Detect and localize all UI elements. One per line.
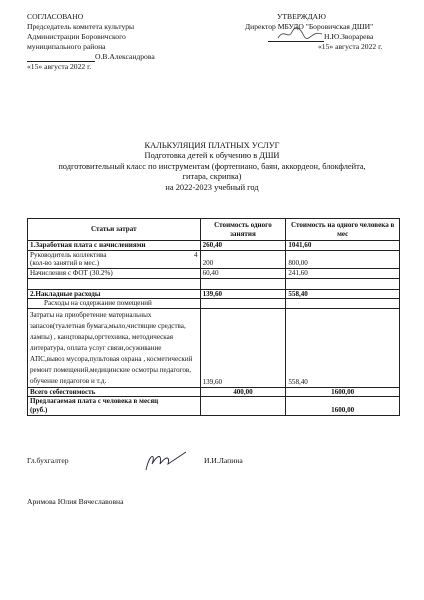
header-cost-per-month: Стоимость на одного человека в мес: [286, 219, 400, 241]
table-row: [28, 308, 400, 387]
row-month-cost: 1600,00: [286, 397, 400, 415]
title-line-4: гитара, скрипка): [182, 172, 242, 182]
cost-table: [27, 218, 400, 416]
footer-executor: Аримова Юлия Вячеславовна: [27, 497, 124, 506]
table-header-row: [28, 219, 400, 241]
approval-left-line2: Администрации Боровичского: [27, 32, 126, 41]
row-lesson-cost: [200, 299, 286, 309]
row-label: Начисления с ФОТ (30.2%): [28, 268, 201, 278]
row-lesson-cost: 60,40: [200, 268, 286, 278]
row-month-cost: 1600,00: [286, 387, 400, 397]
title-line-3: подготовительный класс по инструментам (фортепиано, баян, аккордеон, блокфлейта,: [58, 161, 366, 171]
row-month-cost: 800,00: [286, 250, 400, 268]
table-row: [28, 241, 400, 251]
title-line-1: КАЛЬКУЛЯЦИЯ ПЛАТНЫХ УСЛУГ: [144, 141, 280, 150]
row-month-cost: 558,40: [286, 308, 400, 387]
document-title: [0, 141, 424, 193]
row-label: Всего себестоимость: [28, 387, 201, 397]
row-lesson-count: 4: [194, 250, 198, 259]
row-label: Затраты на приобретение материальных запасов(туалетная бумага,мыло,чистящие средства, лампы) , канцтовары,оргтехника, методическая литература, оплата услуг связи,осуживание АПС,вывоз мусора,пультовая охрана , косметический ремонт помещений,медицинские осмотры педагогов, обучение педагогов и т.д.: [28, 308, 201, 387]
title-line-5: на 2022-2023 учебный год: [165, 182, 259, 192]
header-cost-per-lesson: Стоимость одного занятия: [200, 219, 286, 241]
row-label-sub: (кол-во занятий в мес.): [30, 259, 100, 268]
row-month-cost: 1041,60: [286, 241, 400, 251]
title-line-2: Подготовка детей к обучению в ДШИ: [144, 151, 280, 161]
table-row: [28, 387, 400, 397]
table-spacer-row: [28, 278, 400, 289]
signature-right-image: [276, 26, 324, 42]
approval-right-date: «15» августа 2022 г.: [318, 42, 383, 51]
row-label-cell: [28, 397, 201, 415]
table-row: [28, 289, 400, 299]
table-row: [28, 299, 400, 309]
footer-name: И.И.Лапина: [204, 456, 243, 465]
row-lesson-cost: 200: [200, 250, 286, 268]
approval-right-line1: Директор МБУДО "Боровичская ДШИ": [245, 22, 374, 31]
row-label: 1.Заработная плата с начислениями: [28, 241, 201, 251]
row-month-cost: [286, 299, 400, 309]
signature-accountant-image: [140, 448, 192, 474]
approval-left-date: «15» августа 2022 г.: [27, 62, 92, 71]
row-lesson-cost: 260,40: [200, 241, 286, 251]
approval-left-line1: Председатель комитета культуры: [27, 22, 135, 31]
approval-right-signer: Н.Ю.Зворарева: [324, 32, 374, 41]
approval-left-signer: О.В.Александрова: [95, 52, 155, 61]
row-label: Руководитель коллектива: [30, 250, 107, 259]
row-label-sub: (руб.): [30, 405, 48, 414]
row-month-cost: 558,40: [286, 289, 400, 299]
row-label: 2.Накладные расходы: [28, 289, 201, 299]
table-row: [28, 250, 400, 268]
table-row: [28, 397, 400, 415]
row-month-cost: 241,60: [286, 268, 400, 278]
row-label: Расходы на содержание помещений: [28, 299, 201, 309]
header-cost-items: Статьи затрат: [28, 219, 201, 241]
approval-right-head: УТВЕРЖДАЮ: [277, 12, 326, 21]
row-lesson-cost: [200, 397, 286, 415]
row-label: Предлагаемая плата с человека в месяц: [30, 397, 159, 406]
row-lesson-cost: 400,00: [200, 387, 286, 397]
row-label-cell: [28, 250, 201, 268]
footer-role: Гл.бухгалтер: [27, 456, 69, 465]
row-lesson-cost: 139,60: [200, 308, 286, 387]
table-row: [28, 268, 400, 278]
approval-left-head: СОГЛАСОВАНО: [27, 12, 84, 21]
row-lesson-cost: 139,60: [200, 289, 286, 299]
approval-left-line3: муниципального района: [27, 42, 106, 51]
